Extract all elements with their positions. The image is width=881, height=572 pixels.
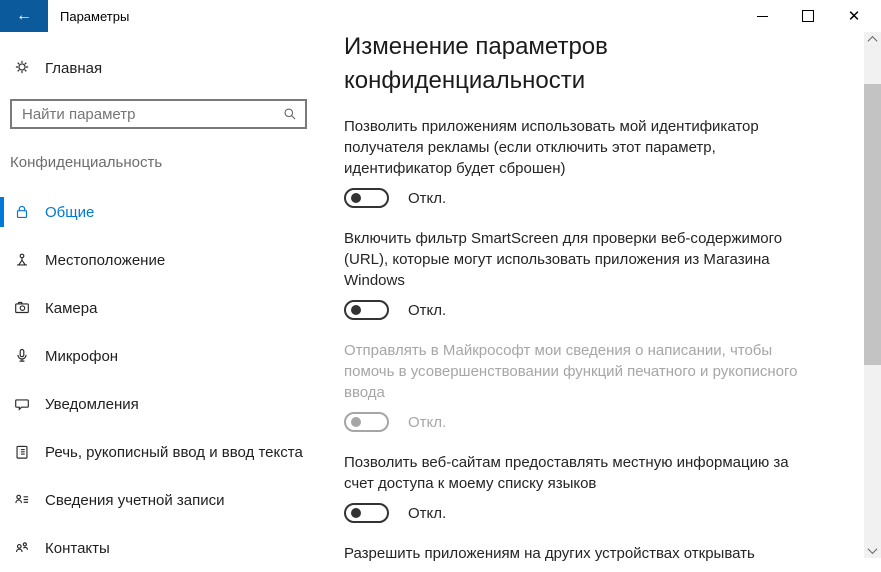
sidebar-item-microphone[interactable]: [0, 332, 332, 380]
setting-description: Позволить веб-сайтам предоставлять местную информацию за счет доступа к моему списку языков: [344, 454, 789, 492]
setting-smartscreen: [344, 228, 809, 322]
contacts-icon: [13, 539, 31, 557]
sidebar-section-label: Конфиденциальность: [10, 154, 163, 171]
titlebar: [0, 0, 881, 32]
toggle-state-label: Откл.: [408, 301, 447, 319]
window-title: Параметры: [60, 9, 130, 24]
sidebar-item-label: Уведомления: [45, 395, 139, 413]
toggle-switch[interactable]: [344, 188, 389, 208]
page-title: Изменение параметров конфиденциальности: [344, 33, 608, 94]
setting-cross-device-apps: [344, 543, 809, 564]
toggle-knob: [351, 508, 361, 518]
sidebar-item-account-info[interactable]: [0, 476, 332, 524]
search-box: [10, 99, 307, 129]
main-content: [344, 30, 822, 564]
scrollbar-thumb[interactable]: [864, 84, 881, 365]
toggle-switch[interactable]: [344, 300, 389, 320]
setting-description: Позволить приложениям использовать мой идентификатор получателя рекламы (если отключить этот параметр, идентификатор будет сброшен): [344, 118, 759, 177]
sidebar-item-label: Сведения учетной записи: [45, 491, 225, 509]
sidebar-item-label: Контакты: [45, 539, 110, 557]
setting-advertising-id: [344, 116, 809, 210]
toggle-state-label: Откл.: [408, 504, 447, 522]
toggle-knob: [351, 305, 361, 315]
scroll-down-button[interactable]: [864, 543, 881, 558]
sidebar-item-home[interactable]: [0, 52, 332, 84]
toggle-row: [344, 410, 809, 434]
sidebar-nav-list: [0, 188, 332, 572]
minimize-button[interactable]: [739, 0, 785, 32]
chevron-down-icon: [868, 544, 878, 554]
back-arrow-icon: ←: [16, 7, 32, 24]
sidebar-item-notifications[interactable]: [0, 380, 332, 428]
scroll-up-button[interactable]: [864, 32, 881, 47]
toggle-state-label: Откл.: [408, 413, 447, 431]
sidebar-item-location[interactable]: [0, 236, 332, 284]
sidebar-item-label: Камера: [45, 299, 98, 317]
setting-typing-info: [344, 340, 809, 434]
sidebar: [0, 32, 332, 558]
microphone-icon: [13, 347, 31, 365]
toggle-knob: [351, 417, 361, 427]
maximize-button[interactable]: [785, 0, 831, 32]
close-icon: ✕: [847, 7, 861, 25]
caption-buttons: [739, 0, 877, 32]
sidebar-item-speech[interactable]: [0, 428, 332, 476]
minimize-icon: [757, 16, 768, 17]
toggle-row: [344, 501, 809, 525]
sidebar-item-contacts[interactable]: [0, 524, 332, 572]
setting-description: Включить фильтр SmartScreen для проверки веб-содержимого (URL), которые могут использовать приложения из Магазина Windows: [344, 230, 783, 289]
sidebar-item-label: Местоположение: [45, 251, 166, 269]
lock-icon: [13, 203, 31, 221]
chevron-up-icon: [868, 36, 878, 46]
toggle-state-label: Откл.: [408, 189, 447, 207]
toggle-knob: [351, 193, 361, 203]
close-button[interactable]: [831, 0, 877, 32]
toggle-switch[interactable]: [344, 503, 389, 523]
sidebar-item-general[interactable]: [0, 188, 332, 236]
toggle-row: [344, 186, 809, 210]
vertical-scrollbar[interactable]: [864, 32, 881, 558]
setting-description: Разрешить приложениям на других устройствах открывать: [344, 545, 755, 562]
sidebar-item-label: Общие: [45, 203, 95, 221]
search-input[interactable]: [10, 99, 307, 129]
gear-icon: [13, 58, 31, 76]
account-icon: [13, 491, 31, 509]
sidebar-item-label: Главная: [45, 59, 103, 77]
back-button[interactable]: [0, 0, 48, 32]
toggle-switch-disabled: [344, 412, 389, 432]
notification-icon: [13, 395, 31, 413]
sidebar-item-label: Микрофон: [45, 347, 119, 365]
setting-language-list: [344, 452, 809, 525]
toggle-row: [344, 298, 809, 322]
maximize-icon: [802, 10, 814, 22]
sidebar-item-camera[interactable]: [0, 284, 332, 332]
camera-icon: [13, 299, 31, 317]
location-icon: [13, 251, 31, 269]
sidebar-item-label: Речь, рукописный ввод и ввод текста: [45, 443, 303, 461]
speech-icon: [13, 443, 31, 461]
selected-indicator: [0, 197, 4, 227]
setting-description: Отправлять в Майкрософт мои сведения о написании, чтобы помочь в усовершенствовании функций печатного и рукописного ввода: [344, 342, 798, 401]
